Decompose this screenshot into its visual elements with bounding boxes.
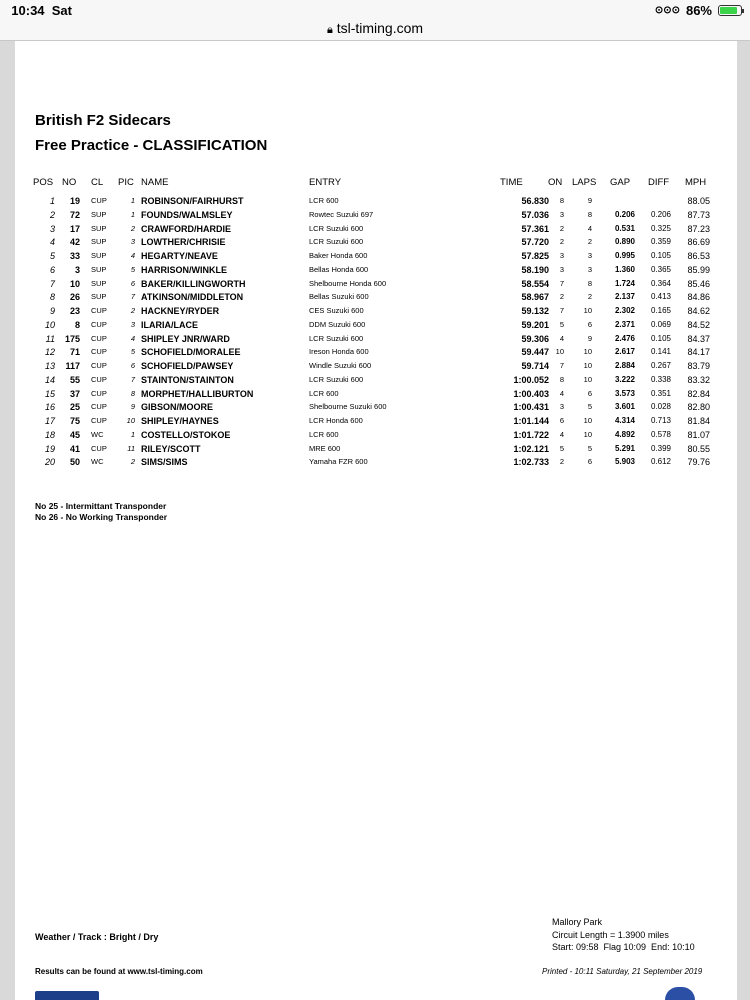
cell-mph: 81.07: [687, 429, 710, 440]
cell-cl: WC: [91, 457, 104, 467]
cell-on: 8: [559, 196, 564, 205]
cell-pos: 12: [44, 347, 55, 358]
note: No 25 - Intermittant Transponder: [35, 501, 167, 511]
cell-on: 3: [559, 209, 564, 219]
lock-icon: 🔒︎: [326, 24, 333, 36]
session-times: Start: 09:58 Flag 10:09 End: 10:10: [552, 942, 695, 952]
cell-diff: 0.028: [650, 402, 671, 412]
cell-no: 55: [69, 374, 80, 385]
cell-laps: 4: [587, 223, 592, 233]
cell-on: 4: [559, 333, 564, 343]
cell-gap: 3.601: [614, 402, 635, 412]
header-on: ON: [548, 177, 563, 188]
cell-laps: 6: [587, 457, 592, 467]
cell-cl: SUP: [91, 278, 107, 288]
cell-diff: 0.267: [650, 361, 671, 370]
cell-gap: 4.892: [614, 429, 635, 439]
cell-mph: 86.69: [687, 237, 710, 248]
cell-name: SHIPLEY/HAYNES: [141, 416, 219, 426]
table-row: [15, 416, 737, 429]
cell-entry: Bellas Suzuki 600: [309, 292, 369, 302]
cell-pos: 4: [49, 237, 55, 248]
printed-timestamp: Printed - 10:11 Saturday, 21 September 2019: [542, 967, 703, 976]
cell-cl: CUP: [91, 333, 107, 343]
cell-pic: 6: [130, 361, 135, 370]
cell-time: 1:01.144: [513, 416, 549, 426]
cell-diff: 0.364: [650, 278, 671, 288]
cell-time: 59.132: [521, 306, 549, 316]
cell-time: 58.554: [521, 278, 549, 289]
cell-pos: 13: [44, 361, 55, 371]
cell-entry: Ireson Honda 600: [309, 347, 369, 357]
cell-gap: 0.206: [614, 209, 635, 219]
cell-laps: 10: [583, 306, 592, 315]
cell-diff: 0.359: [650, 237, 671, 247]
cell-name: HARRISON/WINKLE: [141, 264, 227, 275]
page-title: British F2 Sidecars: [35, 112, 171, 129]
cell-cl: SUP: [91, 237, 107, 247]
cell-mph: 84.52: [687, 319, 710, 330]
circuit-length: Circuit Length = 1.3900 miles: [552, 929, 669, 940]
cell-laps: 10: [583, 374, 592, 384]
cell-entry: Rowtec Suzuki 697: [309, 209, 374, 219]
cell-laps: 10: [583, 416, 592, 425]
cell-diff: 0.351: [650, 388, 671, 398]
cell-name: SHIPLEY JNR/WARD: [141, 333, 230, 344]
cell-cl: CUP: [91, 374, 107, 384]
cell-time: 57.825: [521, 251, 549, 261]
circuit-name: Mallory Park: [552, 917, 603, 927]
cell-time: 58.967: [521, 292, 549, 303]
cell-mph: 79.76: [687, 457, 710, 468]
cell-no: 117: [65, 361, 80, 371]
cell-mph: 82.80: [687, 402, 710, 413]
cell-mph: 83.32: [687, 374, 710, 385]
cell-no: 10: [69, 278, 80, 289]
cell-on: 6: [559, 416, 564, 425]
cell-pic: 4: [130, 333, 135, 343]
cell-time: 59.447: [521, 347, 549, 358]
cell-pic: 3: [130, 237, 135, 247]
table-row: [15, 237, 737, 250]
cell-entry: LCR Suzuki 600: [309, 237, 364, 247]
header-name: NAME: [141, 177, 169, 188]
cell-on: 3: [559, 264, 564, 274]
header-mph: MPH: [685, 177, 707, 188]
cell-on: 7: [559, 278, 564, 288]
cell-pos: 2: [49, 209, 55, 220]
table-row: [15, 402, 737, 415]
header-no: NO: [62, 177, 77, 188]
address-bar[interactable]: [0, 18, 750, 41]
cell-cl: CUP: [91, 196, 107, 205]
cell-entry: Bellas Honda 600: [309, 264, 369, 274]
table-row: [15, 292, 737, 305]
cell-on: 2: [559, 292, 564, 302]
cell-pic: 9: [130, 402, 135, 412]
battery-percent: 86%: [685, 3, 712, 18]
table-row: [15, 251, 737, 264]
cell-name: ATKINSON/MIDDLETON: [141, 292, 244, 303]
cell-entry: LCR Honda 600: [309, 416, 363, 425]
cell-on: 4: [559, 429, 564, 439]
cell-time: 1:00.403: [513, 388, 549, 399]
cell-pos: 3: [49, 223, 55, 234]
cell-gap: 1.724: [614, 278, 635, 288]
header-pos: POS: [33, 177, 54, 188]
cell-cl: WC: [91, 429, 104, 439]
page-subtitle: Free Practice - CLASSIFICATION: [35, 137, 268, 154]
cell-time: 56.830: [521, 196, 549, 206]
cell-no: 50: [69, 457, 80, 468]
cell-pos: 19: [44, 443, 55, 454]
cell-pic: 10: [126, 416, 135, 425]
weather-info: Weather / Track : Bright / Dry: [35, 932, 159, 942]
cell-laps: 8: [587, 209, 592, 219]
cell-on: 5: [559, 319, 564, 329]
cell-mph: 85.99: [687, 264, 710, 275]
cell-gap: 2.302: [614, 306, 635, 315]
cell-on: 3: [559, 251, 564, 260]
cell-gap: 3.222: [614, 374, 635, 384]
cell-laps: 6: [587, 319, 592, 329]
cell-laps: 9: [587, 333, 592, 343]
cell-pic: 1: [130, 209, 135, 219]
cell-cl: CUP: [91, 443, 107, 453]
table-row: [15, 210, 737, 223]
cell-cl: CUP: [91, 306, 107, 315]
cell-on: 4: [559, 388, 564, 398]
cell-cl: SUP: [91, 251, 107, 260]
cell-entry: LCR 600: [309, 196, 339, 205]
cell-no: 75: [69, 416, 80, 426]
circuit-info: [552, 916, 695, 954]
cell-diff: 0.105: [650, 333, 671, 343]
cell-mph: 82.84: [687, 388, 710, 399]
cell-cl: CUP: [91, 388, 107, 398]
table-row: [15, 361, 737, 374]
cell-time: 59.306: [521, 333, 549, 344]
cell-laps: 5: [587, 402, 592, 412]
cell-gap: 4.314: [614, 416, 635, 425]
header-diff: DIFF: [648, 177, 670, 188]
cell-entry: LCR Suzuki 600: [309, 223, 364, 233]
header-laps: LAPS: [572, 177, 597, 188]
cell-no: 71: [69, 347, 80, 358]
cell-on: 2: [559, 237, 564, 247]
notes: [35, 501, 167, 523]
table-row: [15, 430, 737, 443]
cell-pic: 6: [130, 278, 135, 288]
cell-mph: 88.05: [687, 196, 710, 206]
cell-mph: 87.73: [687, 209, 710, 220]
table-row: [15, 265, 737, 278]
cell-pic: 1: [130, 196, 135, 205]
sponsor-logo-right: [665, 987, 695, 1000]
table-row: [15, 444, 737, 457]
cell-entry: LCR 600: [309, 388, 339, 398]
cell-mph: 84.62: [687, 306, 710, 316]
cell-pos: 6: [49, 264, 55, 275]
cell-diff: 0.069: [650, 319, 671, 329]
cell-pos: 14: [44, 374, 55, 385]
cell-gap: 0.531: [614, 223, 635, 233]
table-row: [15, 347, 737, 360]
sponsor-logo: [35, 991, 99, 1000]
signal-icon: ⊙⊙⊙: [654, 5, 680, 16]
cell-pic: 5: [130, 347, 135, 357]
cell-entry: LCR 600: [309, 429, 339, 439]
cell-laps: 3: [587, 264, 592, 274]
cell-diff: 0.365: [650, 264, 671, 274]
cell-entry: Yamaha FZR 600: [309, 457, 368, 467]
cell-laps: 8: [587, 278, 592, 288]
cell-cl: SUP: [91, 292, 107, 302]
cell-mph: 81.84: [687, 416, 710, 426]
cell-gap: 2.476: [614, 333, 635, 343]
cell-name: SCHOFIELD/PAWSEY: [141, 361, 234, 371]
cell-time: 1:02.733: [513, 457, 549, 468]
cell-laps: 10: [583, 429, 592, 439]
cell-name: HACKNEY/RYDER: [141, 306, 220, 316]
cell-laps: 6: [587, 388, 592, 398]
cell-pos: 11: [45, 333, 55, 344]
cell-entry: LCR Suzuki 600: [309, 374, 364, 384]
cell-diff: 0.165: [650, 306, 671, 315]
cell-pos: 20: [44, 457, 55, 468]
cell-entry: Windle Suzuki 600: [309, 361, 372, 370]
url-text: tsl-timing.com: [336, 20, 424, 36]
table-row: [15, 389, 737, 402]
cell-name: ILARIA/LACE: [141, 319, 198, 330]
cell-entry: Shelbourne Suzuki 600: [309, 402, 387, 412]
cell-gap: 0.995: [614, 251, 635, 260]
cell-cl: SUP: [91, 209, 107, 219]
cell-pic: 1: [130, 429, 135, 439]
header-entry: ENTRY: [309, 177, 342, 188]
cell-name: BAKER/KILLINGWORTH: [141, 278, 246, 289]
cell-diff: 0.399: [650, 443, 671, 453]
cell-pic: 11: [127, 443, 135, 453]
cell-gap: 2.371: [614, 319, 635, 329]
cell-name: RILEY/SCOTT: [141, 443, 201, 454]
cell-pic: 8: [130, 388, 135, 398]
header-cl: CL: [91, 177, 104, 188]
cell-pic: 2: [130, 457, 135, 467]
table-row: [15, 457, 737, 470]
cell-gap: 0.890: [614, 237, 635, 247]
cell-cl: CUP: [91, 319, 107, 329]
cell-pic: 7: [130, 374, 135, 384]
cell-pic: 3: [130, 319, 135, 329]
cell-time: 59.201: [521, 319, 549, 330]
cell-gap: 2.617: [614, 347, 635, 357]
cell-entry: Shelbourne Honda 600: [309, 278, 387, 288]
cell-diff: 0.141: [650, 347, 671, 357]
cell-mph: 83.79: [687, 361, 710, 371]
cell-time: 59.714: [521, 361, 549, 371]
header-gap: GAP: [610, 177, 631, 188]
cell-pos: 5: [49, 251, 55, 261]
cell-no: 37: [69, 388, 80, 399]
cell-no: 19: [69, 196, 80, 206]
cell-diff: 0.338: [650, 374, 671, 384]
cell-pic: 4: [130, 251, 135, 260]
table-row: [15, 320, 737, 333]
cell-pos: 18: [44, 429, 55, 440]
cell-gap: 5.903: [614, 457, 635, 467]
cell-on: 3: [559, 402, 564, 412]
cell-time: 1:02.121: [513, 443, 549, 454]
table-row: [15, 375, 737, 388]
cell-diff: 0.325: [650, 223, 671, 233]
note: No 26 - No Working Transponder: [35, 512, 168, 522]
cell-name: GIBSON/MOORE: [141, 402, 214, 413]
cell-no: 17: [69, 223, 80, 234]
cell-no: 25: [69, 402, 80, 413]
cell-name: LOWTHER/CHRISIE: [141, 237, 226, 248]
cell-on: 8: [559, 374, 564, 384]
cell-pos: 16: [44, 402, 55, 413]
cell-name: SCHOFIELD/MORALEE: [141, 347, 241, 358]
cell-mph: 84.17: [687, 347, 710, 358]
cell-mph: 80.55: [687, 443, 710, 454]
cell-time: 1:01.722: [513, 429, 549, 440]
cell-mph: 84.86: [687, 292, 710, 303]
cell-on: 7: [559, 361, 564, 370]
status-time: 10:34 Sat: [11, 3, 72, 18]
document-page: [15, 41, 737, 1000]
cell-on: 5: [559, 443, 564, 453]
cell-no: 8: [74, 319, 80, 330]
cell-pic: 5: [130, 264, 135, 274]
cell-time: 1:00.431: [513, 402, 549, 413]
cell-no: 45: [69, 429, 80, 440]
table-row: [15, 196, 737, 209]
cell-pos: 9: [49, 306, 55, 316]
cell-time: 57.361: [521, 223, 549, 234]
cell-entry: CES Suzuki 600: [309, 306, 364, 315]
cell-name: CRAWFORD/HARDIE: [141, 223, 231, 234]
cell-time: 1:00.052: [513, 374, 549, 385]
header-time: TIME: [500, 177, 523, 188]
cell-entry: LCR Suzuki 600: [309, 333, 364, 343]
cell-diff: 0.578: [650, 429, 671, 439]
status-right: [655, 3, 742, 18]
cell-time: 58.190: [521, 264, 549, 275]
cell-laps: 10: [583, 347, 592, 357]
cell-pos: 7: [49, 278, 55, 289]
cell-entry: DDM Suzuki 600: [309, 319, 366, 329]
cell-pos: 17: [44, 416, 55, 426]
cell-no: 26: [69, 292, 80, 303]
cell-diff: 0.612: [650, 457, 671, 467]
cell-pos: 1: [49, 196, 55, 206]
header-pic: PIC: [118, 177, 134, 188]
cell-name: STAINTON/STAINTON: [141, 374, 234, 385]
cell-cl: CUP: [91, 416, 107, 425]
cell-on: 2: [559, 223, 564, 233]
cell-mph: 85.46: [687, 278, 710, 289]
cell-diff: 0.206: [650, 209, 671, 219]
cell-name: COSTELLO/STOKOE: [141, 429, 231, 440]
results-link: Results can be found at www.tsl-timing.com: [35, 967, 203, 976]
cell-pos: 15: [44, 388, 55, 399]
cell-no: 23: [69, 306, 80, 316]
table-row: [15, 224, 737, 237]
table-row: [15, 306, 737, 319]
cell-entry: Baker Honda 600: [309, 251, 368, 260]
cell-pic: 2: [130, 306, 135, 315]
cell-diff: 0.713: [650, 416, 671, 425]
cell-laps: 2: [587, 292, 592, 302]
cell-no: 33: [69, 251, 80, 261]
cell-gap: 5.291: [614, 443, 635, 453]
cell-diff: 0.413: [650, 292, 671, 302]
cell-cl: CUP: [91, 347, 107, 357]
cell-cl: SUP: [91, 264, 107, 274]
cell-mph: 86.53: [687, 251, 710, 261]
cell-time: 57.720: [521, 237, 549, 248]
cell-no: 42: [69, 237, 80, 248]
cell-gap: 2.137: [614, 292, 635, 302]
cell-name: FOUNDS/WALMSLEY: [141, 209, 233, 220]
table-row: [15, 334, 737, 347]
cell-time: 57.036: [521, 209, 549, 220]
cell-diff: 0.105: [650, 251, 671, 260]
cell-mph: 87.23: [687, 223, 710, 234]
cell-name: MORPHET/HALLIBURTON: [141, 388, 254, 399]
cell-laps: 3: [587, 251, 592, 260]
cell-on: 2: [559, 457, 564, 467]
cell-laps: 5: [587, 443, 592, 453]
cell-name: HEGARTY/NEAVE: [141, 251, 218, 261]
battery-icon: [718, 5, 742, 16]
cell-name: ROBINSON/FAIRHURST: [141, 196, 244, 206]
cell-cl: CUP: [91, 402, 107, 412]
cell-laps: 10: [583, 361, 592, 370]
cell-mph: 84.37: [687, 333, 710, 344]
cell-no: 72: [69, 209, 80, 220]
cell-pos: 8: [49, 292, 55, 303]
cell-entry: MRE 600: [309, 443, 341, 453]
cell-laps: 2: [587, 237, 592, 247]
cell-name: SIMS/SIMS: [141, 457, 188, 468]
cell-pic: 2: [130, 223, 135, 233]
cell-gap: 2.884: [614, 361, 635, 370]
cell-gap: 3.573: [614, 388, 635, 398]
table-row: [15, 279, 737, 292]
cell-cl: CUP: [91, 361, 107, 370]
cell-laps: 9: [587, 196, 592, 205]
cell-cl: SUP: [91, 223, 107, 233]
cell-no: 3: [74, 264, 80, 275]
cell-on: 10: [555, 347, 564, 357]
cell-no: 175: [64, 333, 80, 344]
cell-no: 41: [69, 443, 80, 454]
cell-pos: 10: [44, 319, 55, 330]
cell-pic: 7: [130, 292, 135, 302]
cell-on: 7: [559, 306, 564, 315]
cell-gap: 1.360: [614, 264, 635, 274]
